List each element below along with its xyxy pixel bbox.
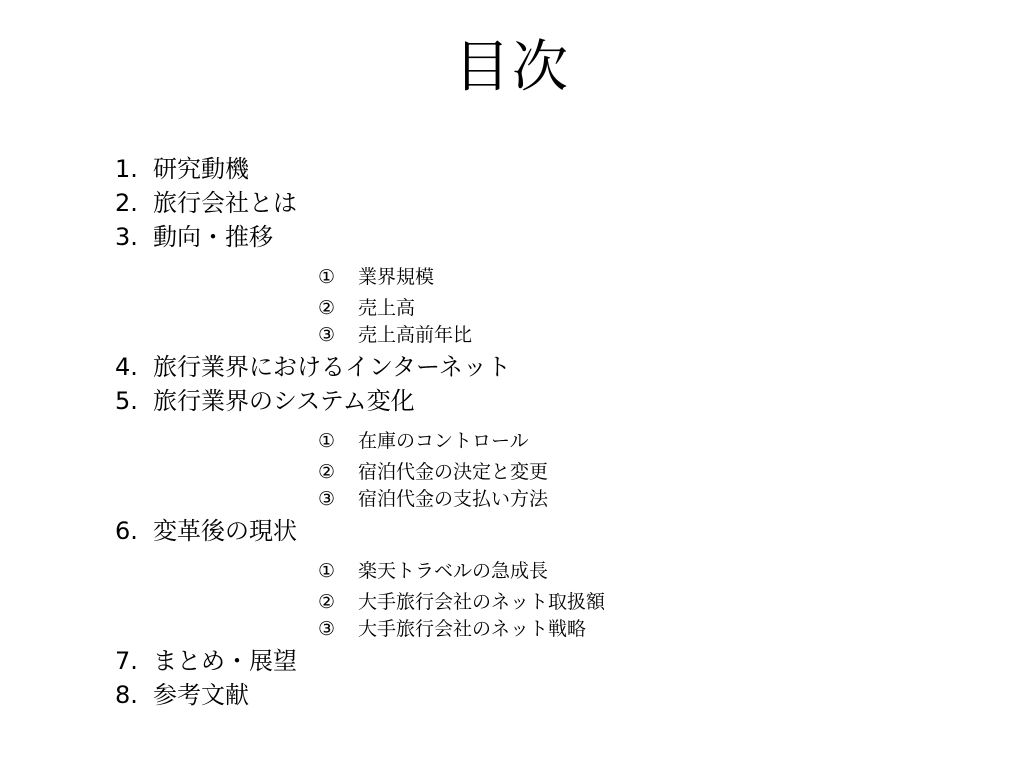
toc-subitem-marker: ② xyxy=(318,591,336,613)
toc-subitem-label: 業界規模 xyxy=(358,266,435,288)
slide-title: 目次 xyxy=(454,35,570,100)
toc-item-1 xyxy=(115,152,249,186)
toc-subitem-marker: ① xyxy=(318,266,336,288)
toc-subitem-marker: ① xyxy=(318,430,336,452)
toc-subitem-label: 大手旅行会社のネット取扱額 xyxy=(358,591,606,613)
toc-item-6 xyxy=(115,514,297,548)
toc-subitem-label: 宿泊代金の支払い方法 xyxy=(358,488,549,510)
toc-item-2 xyxy=(115,186,297,220)
toc-item-label: 旅行業界のシステム変化 xyxy=(153,387,415,415)
toc-item-label: 参考文献 xyxy=(153,681,249,709)
toc-subitem-5-1 xyxy=(318,427,529,455)
toc-subitem-6-1 xyxy=(318,557,548,585)
toc-subitem-3-2 xyxy=(318,294,415,322)
toc-subitem-marker: ③ xyxy=(318,324,336,346)
toc-item-7 xyxy=(115,644,297,678)
toc-item-label: 動向・推移 xyxy=(153,223,273,251)
toc-subitem-5-2 xyxy=(318,458,548,486)
toc-item-number: 8. xyxy=(115,681,138,709)
toc-subitem-label: 在庫のコントロール xyxy=(358,430,529,452)
toc-item-number: 4. xyxy=(115,353,138,381)
toc-item-number: 3. xyxy=(115,223,138,251)
toc-subitem-3-3 xyxy=(318,321,472,349)
toc-item-number: 7. xyxy=(115,647,138,675)
toc-subitem-marker: ③ xyxy=(318,618,336,640)
toc-item-number: 6. xyxy=(115,517,138,545)
toc-item-8 xyxy=(115,678,249,712)
toc-subitem-marker: ③ xyxy=(318,488,336,510)
toc-subitem-label: 売上高 xyxy=(358,297,416,319)
toc-item-5 xyxy=(115,384,415,418)
toc-item-4 xyxy=(115,350,511,384)
toc-item-label: まとめ・展望 xyxy=(153,647,297,675)
toc-subitem-marker: ② xyxy=(318,461,336,483)
toc-item-label: 研究動機 xyxy=(153,155,249,183)
toc-subitem-6-2 xyxy=(318,588,605,616)
toc-item-number: 1. xyxy=(115,155,138,183)
toc-item-3 xyxy=(115,220,273,254)
toc-subitem-5-3 xyxy=(318,485,548,513)
toc-item-number: 5. xyxy=(115,387,138,415)
toc-item-label: 変革後の現状 xyxy=(153,517,297,545)
toc-item-label: 旅行会社とは xyxy=(153,189,297,217)
toc-subitem-label: 宿泊代金の決定と変更 xyxy=(358,461,549,483)
toc-subitem-label: 楽天トラベルの急成長 xyxy=(358,560,549,582)
toc-subitem-label: 大手旅行会社のネット戦略 xyxy=(358,618,587,640)
toc-subitem-label: 売上高前年比 xyxy=(358,324,473,346)
toc-subitem-6-3 xyxy=(318,615,586,643)
toc-subitem-marker: ② xyxy=(318,297,336,319)
toc-item-label: 旅行業界におけるインターネット xyxy=(153,353,511,381)
toc-subitem-marker: ① xyxy=(318,560,336,582)
toc-item-number: 2. xyxy=(115,189,138,217)
toc-subitem-3-1 xyxy=(318,263,434,291)
